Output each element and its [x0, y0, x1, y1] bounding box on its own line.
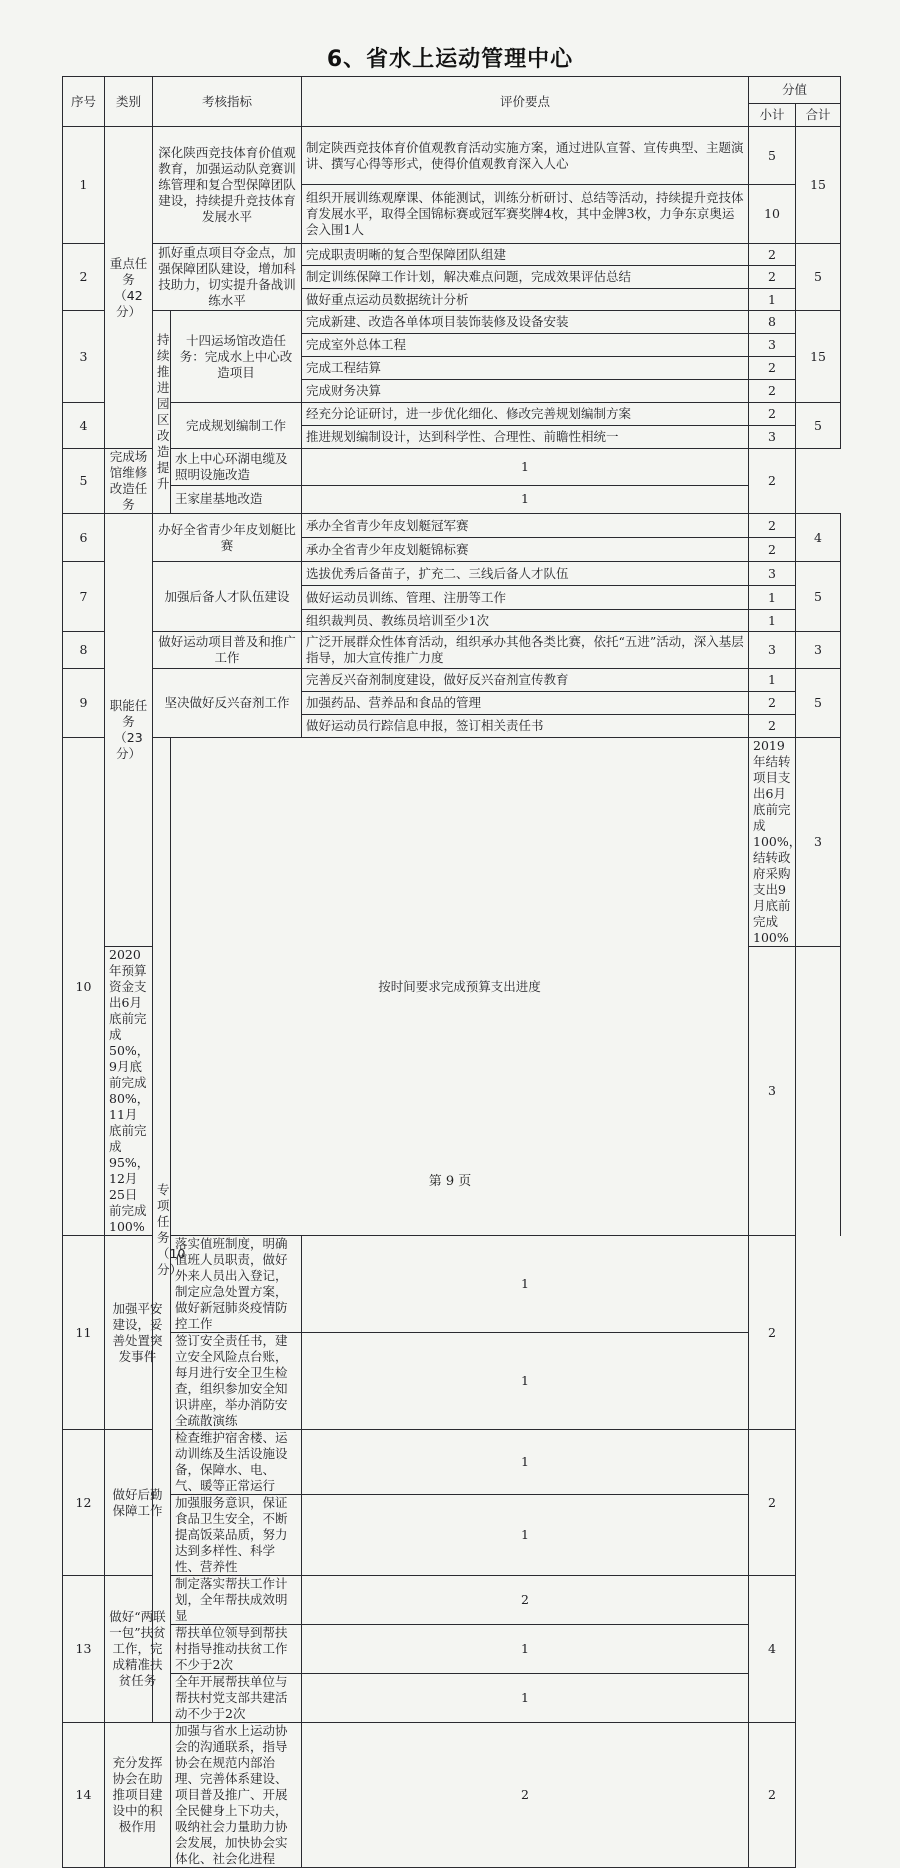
table-row	[63, 1576, 841, 1625]
table-row	[63, 669, 841, 692]
indicator-cell: 做好运动项目普及和推广工作	[153, 632, 302, 669]
subtotal-cell: 2	[749, 266, 796, 289]
category-park-renovation: 持续推进园区改造提升	[153, 311, 171, 514]
total-cell: 2	[749, 1723, 796, 1868]
requirement-cell: 帮扶单位领导到帮扶村指导推动扶贫工作不少于2次	[171, 1625, 302, 1674]
table-row	[63, 244, 841, 266]
subtotal-cell: 3	[749, 426, 796, 449]
header-score: 分值	[749, 77, 841, 104]
requirement-cell: 水上中心环湖电缆及照明设施改造	[171, 449, 302, 486]
subtotal-cell: 2	[749, 403, 796, 426]
indicator-cell: 坚决做好反兴奋剂工作	[153, 669, 302, 738]
requirement-cell: 王家崖基地改造	[171, 485, 302, 513]
table-row	[63, 632, 841, 669]
seq-cell: 10	[63, 738, 105, 1236]
requirement-cell: 做好运动员训练、管理、注册等工作	[302, 586, 749, 610]
requirement-cell: 制定陕西竞技体育价值观教育活动实施方案，通过进队宣誓、宣传典型、主题演讲、撰写心得等形式，使得价值观教育深入人心	[302, 127, 749, 185]
subtotal-cell: 1	[302, 1333, 749, 1430]
requirement-cell: 承办全省青少年皮划艇锦标赛	[302, 538, 749, 562]
total-cell: 2	[749, 449, 796, 514]
subtotal-cell: 2	[302, 1723, 749, 1868]
subtotal-cell: 3	[749, 334, 796, 357]
header-requirement: 评价要点	[302, 77, 749, 127]
table-row	[63, 1625, 841, 1674]
header-total: 合计	[796, 104, 841, 127]
requirement-cell: 选拔优秀后备苗子，扩充二、三线后备人才队伍	[302, 562, 749, 586]
requirement-cell: 组织裁判员、教练员培训至少1次	[302, 610, 749, 632]
requirement-cell: 签订安全责任书，建立安全风险点台账，每月进行安全卫生检查，组织参加安全知识讲座，举办消防安全疏散演练	[171, 1333, 302, 1430]
requirement-cell: 推进规划编制设计，达到科学性、合理性、前瞻性相统一	[302, 426, 749, 449]
subtotal-cell: 1	[749, 586, 796, 610]
table-row	[63, 127, 841, 185]
total-cell: 5	[796, 244, 841, 311]
seq-cell: 9	[63, 669, 105, 738]
requirement-cell: 加强与省水上运动协会的沟通联系，指导协会在规范内部治理、完善体系建设、项目普及推广、开展全民健身上下功夫，吸纳社会力量助力协会发展，加快协会实体化、社会化进程	[171, 1723, 302, 1868]
subtotal-cell: 1	[749, 289, 796, 311]
requirement-cell: 完成财务决算	[302, 380, 749, 403]
page-number: 第 9 页	[428, 1174, 472, 1189]
requirement-cell: 完善反兴奋剂制度建设，做好反兴奋剂宣传教育	[302, 669, 749, 692]
header-indicator: 考核指标	[153, 77, 302, 127]
table-row	[63, 738, 841, 947]
total-cell: 5	[796, 562, 841, 632]
total-cell: 15	[796, 311, 841, 403]
requirement-cell: 加强药品、营养品和食品的管理	[302, 692, 749, 715]
requirement-cell: 加强服务意识，保证食品卫生安全，不断提高饭菜品质，努力达到多样性、科学性、营养性	[171, 1495, 302, 1576]
requirement-cell: 制定落实帮扶工作计划，全年帮扶成效明显	[171, 1576, 302, 1625]
subtotal-cell: 3	[749, 632, 796, 669]
seq-cell: 7	[63, 562, 105, 632]
requirement-cell: 2019年结转项目支出6月底前完成100%，结转政府采购支出9月底前完成100%	[749, 738, 796, 947]
header-seq: 序号	[63, 77, 105, 127]
total-cell: 4	[749, 1576, 796, 1723]
indicator-cell: 完成场馆维修改造任务	[105, 449, 153, 514]
subtotal-cell: 1	[302, 1430, 749, 1495]
total-cell: 2	[749, 1430, 796, 1576]
total-cell: 3	[796, 632, 841, 669]
requirement-cell: 完成室外总体工程	[302, 334, 749, 357]
seq-cell: 11	[63, 1236, 105, 1430]
indicator-cell: 深化陕西竞技体育价值观教育，加强运动队竞赛训练管理和复合型保障团队建设，持续提升竞技体育发展水平	[153, 127, 302, 244]
indicator-cell: 加强后备人才队伍建设	[153, 562, 302, 632]
seq-cell: 14	[63, 1723, 105, 1868]
subtotal-cell: 1	[302, 1625, 749, 1674]
indicator-cell: 按时间要求完成预算支出进度	[171, 738, 749, 1236]
requirement-cell: 做好重点运动员数据统计分析	[302, 289, 749, 311]
table-row	[63, 1723, 841, 1868]
requirement-cell: 落实值班制度，明确值班人员职责，做好外来人员出入登记，制定应急处置方案，做好新冠肺炎疫情防控工作	[171, 1236, 302, 1333]
subtotal-cell: 3	[749, 562, 796, 586]
subtotal-cell: 8	[749, 311, 796, 334]
table-row	[63, 562, 841, 586]
seq-cell: 3	[63, 311, 105, 403]
requirement-cell: 组织开展训练观摩课、体能测试，训练分析研讨、总结等活动，持续提升竞技体育发展水平，取得全国锦标赛或冠军赛奖牌4枚，其中金牌3枚，力争东京奥运会入围1人	[302, 185, 749, 244]
requirement-cell: 经充分论证研讨，进一步优化细化、修改完善规划编制方案	[302, 403, 749, 426]
table-row	[63, 403, 841, 426]
assessment-table	[62, 76, 841, 1868]
indicator-cell: 做好后勤保障工作	[105, 1430, 171, 1576]
total-cell: 5	[796, 403, 841, 449]
seq-cell: 5	[63, 449, 105, 514]
indicator-cell: 做好“两联一包”扶贫工作，完成精准扶贫任务	[105, 1576, 171, 1723]
indicator-cell: 充分发挥协会在助推项目建设中的积极作用	[105, 1723, 171, 1868]
seq-cell: 13	[63, 1576, 105, 1723]
table-row	[63, 514, 841, 538]
subtotal-cell: 1	[302, 1236, 749, 1333]
category-key-tasks: 重点任务（42分）	[105, 127, 153, 449]
table-row	[63, 311, 841, 334]
subtotal-cell: 2	[749, 715, 796, 738]
requirement-cell: 全年开展帮扶单位与帮扶村党支部共建活动不少于2次	[171, 1674, 302, 1723]
seq-cell: 12	[63, 1430, 105, 1576]
header-row	[63, 77, 841, 104]
total-cell: 5	[796, 669, 841, 738]
indicator-cell: 办好全省青少年皮划艇比赛	[153, 514, 302, 562]
subtotal-cell: 1	[302, 1495, 749, 1576]
requirement-cell: 广泛开展群众性体育活动，组织承办其他各类比赛，依托“五进”活动，深入基层指导，加大宣传推广力度	[302, 632, 749, 669]
subtotal-cell: 1	[749, 610, 796, 632]
subtotal-cell: 2	[749, 380, 796, 403]
subtotal-cell: 2	[749, 514, 796, 538]
requirement-cell: 完成职责明晰的复合型保障团队组建	[302, 244, 749, 266]
requirement-cell: 检查维护宿舍楼、运动训练及生活设施设备，保障水、电、气、暖等正常运行	[171, 1430, 302, 1495]
total-cell: 4	[796, 514, 841, 562]
requirement-cell: 完成工程结算	[302, 357, 749, 380]
total-cell: 15	[796, 127, 841, 244]
subtotal-cell: 1	[302, 449, 749, 486]
seq-cell: 6	[63, 514, 105, 562]
subtotal-cell: 1	[749, 669, 796, 692]
subtotal-cell: 1	[302, 485, 749, 513]
indicator-cell: 加强平安建设，妥善处置突发事件	[105, 1236, 171, 1430]
subtotal-cell: 1	[302, 1674, 749, 1723]
table-row	[63, 1430, 841, 1495]
requirement-cell: 制定训练保障工作计划，解决难点问题，完成效果评估总结	[302, 266, 749, 289]
table-row	[63, 1495, 841, 1576]
indicator-cell: 完成规划编制工作	[171, 403, 302, 449]
subtotal-cell: 5	[749, 127, 796, 185]
table-row	[63, 1333, 841, 1430]
category-function-tasks: 职能任务（23分）	[105, 514, 153, 947]
subtotal-cell: 3	[796, 738, 841, 947]
page-title: 6、省水上运动管理中心	[326, 47, 574, 72]
subtotal-cell: 2	[302, 1576, 749, 1625]
header-category: 类别	[105, 77, 153, 127]
table-row	[63, 1674, 841, 1723]
requirement-cell: 承办全省青少年皮划艇冠军赛	[302, 514, 749, 538]
subtotal-cell: 2	[749, 692, 796, 715]
subtotal-cell: 2	[749, 357, 796, 380]
indicator-cell: 十四运场馆改造任务：完成水上中心改造项目	[171, 311, 302, 403]
seq-cell: 4	[63, 403, 105, 449]
table-row	[63, 485, 841, 513]
total-cell: 2	[749, 1236, 796, 1430]
subtotal-cell: 2	[749, 538, 796, 562]
subtotal-cell: 3	[749, 947, 796, 1236]
requirement-cell: 完成新建、改造各单体项目装饰装修及设备安装	[302, 311, 749, 334]
requirement-cell: 2020年预算资金支出6月底前完成50%，9月底前完成80%，11月底前完成95%，12月25日前完成100%	[105, 947, 153, 1236]
header-subtotal: 小计	[749, 104, 796, 127]
table-row	[63, 1236, 841, 1333]
seq-cell: 2	[63, 244, 105, 311]
subtotal-cell: 10	[749, 185, 796, 244]
subtotal-cell: 2	[749, 244, 796, 266]
table-row	[63, 449, 841, 486]
requirement-cell: 做好运动员行踪信息申报，签订相关责任书	[302, 715, 749, 738]
indicator-cell: 抓好重点项目夺金点，加强保障团队建设，增加科技助力，切实提升备战训练水平	[153, 244, 302, 311]
category-special-tasks: 专项任务（10分）	[153, 738, 171, 1723]
seq-cell: 1	[63, 127, 105, 244]
seq-cell: 8	[63, 632, 105, 669]
